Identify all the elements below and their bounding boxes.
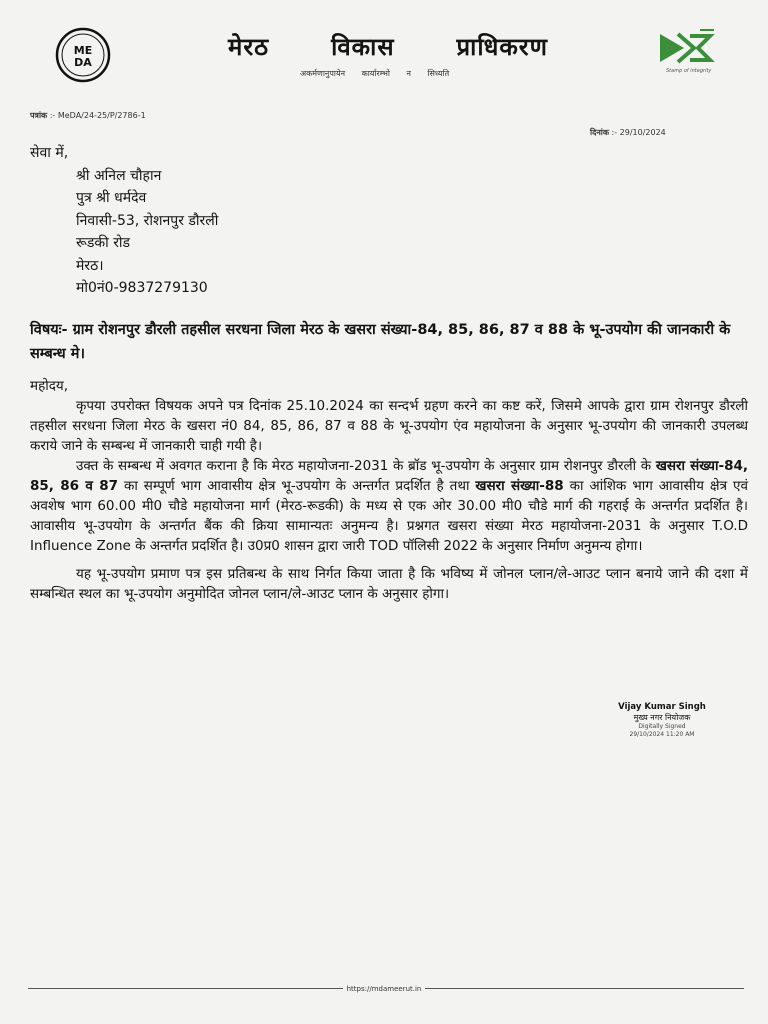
meda-logo-icon [54, 26, 112, 84]
title-word: प्राधिकरण [456, 33, 548, 61]
svg-text:ME: ME [73, 44, 93, 57]
greeting: महोदय, [30, 378, 69, 394]
address-line: श्री अनिल चौहान [76, 167, 162, 184]
signature-block [592, 702, 732, 739]
paragraph-3: यह भू-उपयोग प्रमाण पत्र इस प्रतिबन्ध के साथ निर्गत किया जाता है कि भविष्य में जोनल प्लान/ले-आउट प्लान बनाये जाने की दशा में सम्बन्धित स्थल का भू-उपयोग अनुमोदित जोनल प्लान/ले-आउट प्लान के अनुसार होगा। [30, 566, 748, 602]
letter-date: दिनांक :- 29/10/2024 [590, 128, 666, 137]
address-line: रूडकी रोड [76, 235, 131, 251]
letter-body [30, 376, 748, 604]
paragraph-2: उक्त के सम्बन्ध में अवगत कराना है कि मेरठ महायोजना-2031 के ब्रॉड भू-उपयोग के अनुसार ग्राम रोशनपुर डौरली के खसरा संख्या-84, 85, 86 व 87 का सम्पूर्ण भाग आवासीय क्षेत्र भू-उपयोग के अन्तर्गत प्रदर्शित है तथा खसरा संख्या-88 का आंशिक भाग आवासीय क्षेत्र एवं अवशेष भाग 60.00 मी0 चौडे महायोजना मार्ग (मेरठ-रूडकी) के मध्य से एक ओर 30.00 मी0 चौडे मार्ग की गहराई के अन्तर्गत प्रदर्शित है। आवासीय भू-उपयोग के अन्तर्गत बैंक की क्रिया सामान्यतः अनुमन्य है। प्रश्नगत खसरा संख्या मेरठ महायोजना-2031 के अनुसार T.O.D Influence Zone के अन्तर्गत प्रदर्शित है। उ0प्र0 शासन द्वारा जारी TOD पॉलिसी 2022 के अनुसार निर्माण अनुमन्य होगा। [30, 458, 748, 554]
salutation: सेवा में, [30, 145, 69, 161]
digital-signature-label: Digitally Signed [638, 723, 686, 730]
organization-title [228, 30, 548, 63]
address-line: पुत्र श्री धर्मदेव [76, 190, 147, 206]
title-word: विकास [331, 33, 395, 61]
stamp-caption: Stamp of integrity [666, 68, 712, 74]
addressee-block [30, 142, 218, 300]
address-line: मेरठ। [76, 257, 104, 274]
organization-motto: अकर्मणानुपायेन कार्यारम्भो न सिध्यति [300, 69, 450, 78]
reference-number: पत्रांक :- MeDA/24-25/P/2786-1 [30, 111, 146, 120]
address-line: निवासी-53, रोशनपुर डौरली [76, 212, 219, 229]
footer-url[interactable]: https://mdameerut.in [0, 985, 768, 993]
paragraph-1: कृपया उपरोक्त विषयक अपने पत्र दिनांक 25.10.2024 का सन्दर्भ ग्रहण करने का कष्ट करें, जिसमे आपके द्वारा ग्राम रोशनपुर डौरली तहसील सरधना जिला मेरठ के खसरा नं0 84, 85, 86, 87 व 88 के भू-उपयोग एंव महायोजना के अनुसार भू-उपयोग की जानकारी उपलब्ध कराये जाने के सम्बन्ध में जानकारी चाही गयी है। [30, 398, 748, 454]
signatory-designation: मुख्य नगर नियोजक [633, 712, 691, 722]
signatory-name: Vijay Kumar Singh [618, 702, 706, 712]
title-word: मेरठ [228, 33, 270, 61]
svg-text:DA: DA [74, 56, 92, 69]
subject-line: विषयः- ग्राम रोशनपुर डौरली तहसील सरधना जिला मेरठ के खसरा संख्या-84, 85, 86, 87 व 88 के भू-उपयोग की जानकारी के सम्बन्ध मे। [30, 322, 731, 362]
digital-signature-time: 29/10/2024 11:20 AM [629, 731, 695, 738]
address-line: मो0नं0-9837279130 [76, 280, 208, 296]
